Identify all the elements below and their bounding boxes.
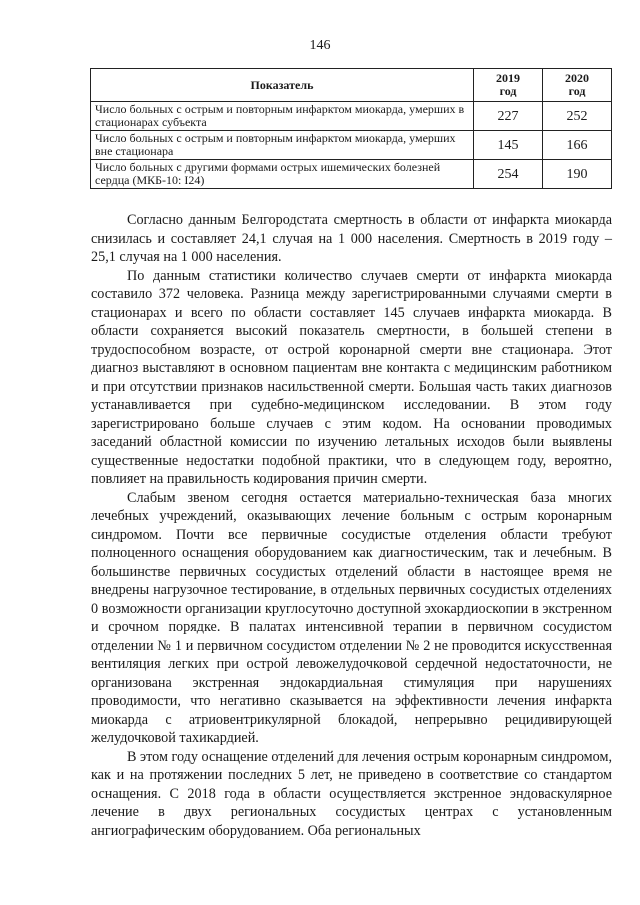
table-header-row (91, 69, 612, 102)
body-text (91, 211, 612, 840)
paragraph: По данным статистики количество случаев смерти от инфаркта миокарда составило 372 человека. Разница между зарегистрированными случаями смерти в стационарах и всего по области составляет 145 случаев инфаркта миокарда. В области сохраняется высокий показатель смертности, в большей степени в трудоспособном возрасте, от острой коронарной смерти вне стационара. Этот диагноз выставляют в основном пациентам вне контакта с медицинским работником и при отсутствии признаков насильственной смерти. Большая часть таких диагнозов устанавливается при судебно-медицинском исследовании. В этом году зарегистрировано больше случаев с этим кодом. На основании проводимых заседаний областной комиссии по изучению летальных исходов были выявлены существенные недостатки подобной практики, что в следующем году, вероятно, повлияет на правильность кодирования причин смерти. (91, 267, 612, 487)
table-row (91, 160, 612, 189)
row-label: Число больных с острым и повторным инфарктом миокарда, умерших вне стационара (91, 131, 474, 160)
header-2020: 2020 год (543, 69, 612, 102)
table-row (91, 102, 612, 131)
header-2019: 2019 год (474, 69, 543, 102)
value-2020: 166 (543, 131, 612, 160)
value-2020: 252 (543, 102, 612, 131)
page-number: 146 (309, 38, 331, 53)
statistics-table (90, 68, 612, 189)
paragraph: В этом году оснащение отделений для лечения острым коронарным синдромом, как и на протяжении последних 5 лет, не приведено в соответствие со стандартом оснащения. С 2018 года в области осуществляется экстренное эндоваскулярное лечение в двух региональных сосудистых центрах с установленным ангиографическим оборудованием. Оба региональных (91, 748, 612, 839)
header-indicator: Показатель (91, 69, 474, 102)
row-label: Число больных с острым и повторным инфарктом миокарда, умерших в стационарах субъекта (91, 102, 474, 131)
paragraph: Согласно данным Белгородстата смертность в области от инфаркта миокарда снизилась и составляет 24,1 случая на 1 000 населения. Смертность в 2019 году – 25,1 случая на 1 000 населения. (91, 212, 612, 265)
table-row (91, 131, 612, 160)
value-2019: 145 (474, 131, 543, 160)
paragraph: Слабым звеном сегодня остается материально-техническая база многих лечебных учреждений, оказывающих лечение больным с острым коронарным синдромом. Почти все первичные сосудистые отделения области требуют полноценного оснащения оборудованием как диагностическим, так и лечебным. В большинстве первичных сосудистых отделений области в настоящее время не внедрены нагрузочное тестирование, в отдельных первичных сосудистых отделениях 0 возможности организации круглосуточно доступной эхокардиоскопии в экстренном и срочном порядке. В палатах интенсивной терапии в первичном сосудистом отделении № 1 и первичном сосудистом отделении № 2 не проводится искусственная вентиляция легких при острой левожелудочковой сердечной недостаточности, не организована экстренная эндокардиальная стимуляция при нарушениях проводимости, что негативно сказывается на эффективности лечения инфаркта миокарда с атриовентрикулярной блокадой, непрерывно рецидивирующей желудочковой тахикардией. (91, 489, 612, 746)
value-2020: 190 (543, 160, 612, 189)
value-2019: 227 (474, 102, 543, 131)
value-2019: 254 (474, 160, 543, 189)
row-label: Число больных с другими формами острых ишемических болезней сердца (МКБ-10: I24) (91, 160, 474, 189)
